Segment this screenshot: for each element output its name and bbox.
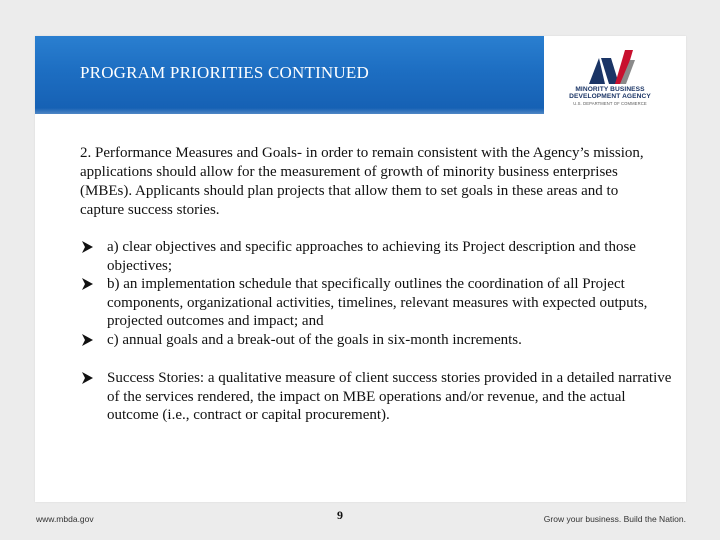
footer-tagline: Grow your business. Build the Nation.: [543, 514, 686, 524]
logo-line-1: MINORITY BUSINESS: [575, 86, 645, 93]
arrow-bullet-icon: [80, 275, 96, 293]
mbda-logo-mark-icon: [560, 46, 660, 86]
mbda-logo: [560, 46, 660, 108]
logo-line-2: DEVELOPMENT AGENCY: [569, 93, 651, 100]
slide-title: PROGRAM PRIORITIES CONTINUED: [80, 63, 369, 82]
arrow-bullet-icon: [80, 331, 96, 349]
bullet-text: b) an implementation schedule that specifically outlines the coordination of all Project components, organizational activities, timelines, relevant measures with expected outputs, projected outcomes and impact; and: [107, 276, 648, 329]
bullet-item: [80, 275, 680, 331]
bullet-text: a) clear objectives and specific approaches to achieving its Project description and those objectives;: [107, 239, 636, 274]
bullet-item: [80, 238, 680, 275]
bullet-text: c) annual goals and a break-out of the goals in six-month increments.: [107, 331, 522, 348]
logo-subline: U.S. DEPARTMENT OF COMMERCE: [573, 101, 647, 106]
bullet-item: [80, 369, 680, 425]
intro-paragraph: 2. Performance Measures and Goals- in order to remain consistent with the Agency’s mission, applications should allow for the measurement of growth of minority business enterprises (MBEs). Applicants should plan projects that allow them to set goals in these areas and to capture success stories.: [80, 145, 644, 218]
arrow-bullet-icon: [80, 238, 96, 256]
bullet-text: Success Stories: a qualitative measure of client success stories provided in a detailed narrative of the services rendered, the impact on MBE operations and/or revenue, and the actual outcome (i.e., contract or capital procurement).: [107, 370, 672, 423]
arrow-bullet-icon: [80, 369, 96, 387]
footer-url: www.mbda.gov: [36, 514, 94, 524]
bullet-item: [80, 331, 680, 350]
logo-wordmark: [560, 86, 660, 100]
bullet-list: [80, 238, 680, 425]
page-number: 9: [337, 508, 343, 522]
